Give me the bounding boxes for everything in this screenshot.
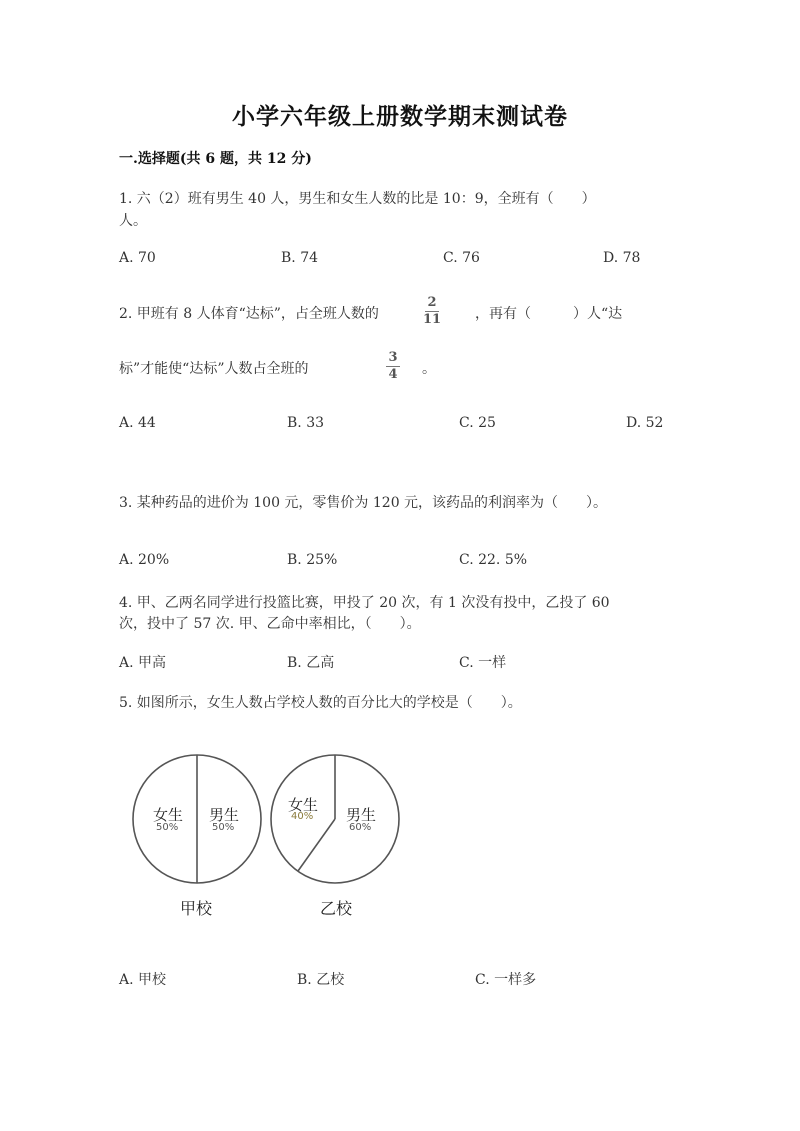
- question-2-text-cont: 标”才能使“达标”人数占全班的: [119, 361, 309, 377]
- q5-option-a[interactable]: A. 甲校: [119, 972, 167, 988]
- q2-option-c[interactable]: C. 25: [459, 415, 496, 431]
- section-heading: 一.选择题(共 6 题，共 12 分): [119, 151, 312, 167]
- q2-option-a[interactable]: A. 44: [119, 415, 156, 431]
- pie1-caption: 甲校: [180, 899, 213, 918]
- question-1-text-cont: 人。: [119, 213, 147, 229]
- fraction-numerator: 2: [427, 295, 437, 310]
- q4-option-c[interactable]: C. 一样: [459, 655, 507, 671]
- pie2-male-pct: 60%: [349, 822, 372, 833]
- q4-option-b[interactable]: B. 乙高: [287, 655, 335, 671]
- q4-option-a[interactable]: A. 甲高: [119, 655, 167, 671]
- q3-option-b[interactable]: B. 25%: [287, 552, 338, 568]
- question-1-text: 1. 六（2）班有男生 40 人，男生和女生人数的比是 10：9，全班有（ ）: [119, 191, 596, 207]
- pie2-caption: 乙校: [320, 899, 353, 918]
- pie2-female-label: 女生: [288, 796, 319, 814]
- fraction-numerator: 3: [388, 350, 398, 365]
- q1-option-c[interactable]: C. 76: [443, 250, 480, 266]
- pie1-female-label: 女生: [153, 806, 184, 824]
- question-2-text: 2. 甲班有 8 人体育“达标”，占全班人数的: [119, 306, 379, 322]
- pie2-male-label: 男生: [346, 806, 377, 824]
- q1-option-a[interactable]: A. 70: [119, 250, 156, 266]
- page-title: 小学六年级上册数学期末测试卷: [232, 103, 568, 130]
- q2-option-b[interactable]: B. 33: [287, 415, 325, 431]
- question-3-text: 3. 某种药品的进价为 100 元，零售价为 120 元，该药品的利润率为（ ）。: [119, 495, 608, 511]
- pie2-female-pct: 40%: [291, 811, 314, 822]
- q1-option-b[interactable]: B. 74: [281, 250, 319, 266]
- q2-option-d[interactable]: D. 52: [626, 415, 664, 431]
- q5-option-b[interactable]: B. 乙校: [297, 972, 345, 988]
- question-4-text: 4. 甲、乙两名同学进行投篮比赛，甲投了 20 次，有 1 次没有投中，乙投了 60: [119, 595, 610, 611]
- pie1-male-label: 男生: [209, 806, 240, 824]
- pie1-male-pct: 50%: [212, 822, 235, 833]
- question-2-text-b: ，再有（ ）人“达: [475, 306, 623, 322]
- question-4-text-cont: 次，投中了 57 次. 甲、乙命中率相比，（ ）。: [119, 616, 421, 632]
- question-5-text: 5. 如图所示，女生人数占学校人数的百分比大的学校是（ ）。: [119, 695, 522, 711]
- q1-option-d[interactable]: D. 78: [603, 250, 641, 266]
- pie1-female-pct: 50%: [156, 822, 179, 833]
- question-2-text-end: 。: [422, 361, 436, 377]
- q3-option-c[interactable]: C. 22. 5%: [459, 552, 528, 568]
- q3-option-a[interactable]: A. 20%: [119, 552, 170, 568]
- fraction-denominator: 11: [423, 312, 442, 327]
- fraction-3-4: [386, 351, 400, 382]
- q5-option-c[interactable]: C. 一样多: [475, 972, 537, 988]
- fraction-denominator: 4: [388, 367, 398, 382]
- fraction-2-11: [423, 296, 441, 327]
